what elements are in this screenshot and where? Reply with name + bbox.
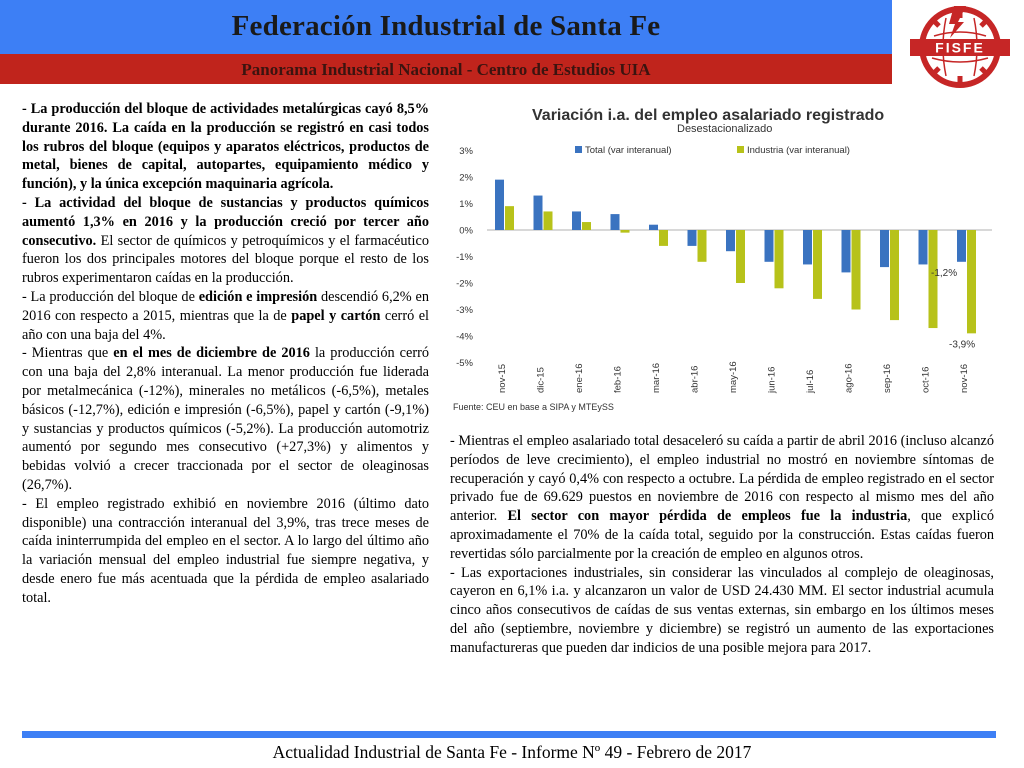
- bar: [736, 230, 745, 283]
- y-tick-label: 2%: [459, 172, 473, 184]
- x-tick-label: sep-16: [882, 363, 893, 393]
- bar: [890, 230, 899, 320]
- paragraph: - La producción del bloque de edición e impresión descendió 6,2% en 2016 con respecto a 2015, mientras que la de papel y cartón cerró el año con una baja del 4%.: [22, 288, 430, 343]
- x-tick-label: may-16: [728, 361, 739, 393]
- x-tick-label: feb-16: [612, 366, 624, 393]
- x-tick-label: jul-16: [805, 369, 816, 393]
- y-tick-label: -4%: [456, 331, 473, 343]
- x-tick-label: abr-16: [689, 365, 701, 393]
- x-tick-label: ago-16: [843, 363, 855, 393]
- x-tick-label: oct-16: [920, 366, 932, 393]
- y-tick-label: -1%: [456, 252, 473, 263]
- y-tick-label: 3%: [459, 146, 473, 157]
- bar: [495, 180, 504, 230]
- data-label: -3,9%: [949, 339, 976, 351]
- bar: [880, 230, 889, 267]
- bar: [929, 230, 938, 328]
- x-tick-label: jun-16: [766, 366, 778, 393]
- x-tick-label: nov-16: [959, 363, 970, 393]
- footer-text: Actualidad Industrial de Santa Fe - Informe Nº 49 - Febrero de 2017: [272, 742, 752, 762]
- chart-subtitle: Desestacionalizado: [677, 123, 773, 135]
- page-subtitle: Panorama Industrial Nacional - Centro de Estudios UIA: [241, 60, 651, 79]
- paragraph: - La producción del bloque de actividades metalúrgicas cayó 8,5% durante 2016. La caída en la producción se registró en casi todos los rubros del bloque (equipos y aparatos eléctricos, productos de metal, bienes de capital, autopartes, equipamiento médico y función), y la única excepción maquinaria agrícola.: [22, 101, 429, 193]
- bar: [919, 230, 928, 264]
- paragraph: - Las exportaciones industriales, sin considerar las vinculados al complejo de oleaginosas, cayeron en 6,1% i.a. y alcanzaron un valor de USD 24.430 MM. El sector industrial acumula cinco años consecutivos de caídas de sus ventas externas, sin embargo en los últimos meses del año (septiembre, noviembre y diciembre) se registró un aumento de las exportaciones manufactureras que pueden dar indicios de una posible mejora para 2017.: [450, 564, 994, 656]
- x-tick-label: nov-15: [497, 363, 508, 393]
- paragraph: - Mientras el empleo asalariado total desaceleró su caída a partir de abril 2016 (incluso alcanzó períodos de leve crecimiento), el empleo industrial no mostró en noviembre síntomas de recuperación y cayó 0,4% con respecto a octubre. La pérdida de empleo registrado en el sector privado fue de 69.629 puestos en noviembre de 2016 con respecto al mismo mes del año anterior. El sector con mayor pérdida de empleos fue la industria, que explicó aproximadamente el 70% de la caída total, seguido por la construcción. Estas caídas fueron revertidas sólo parcialmente por la creación de empleo en algunos otros.: [450, 433, 994, 562]
- chart-title: Variación i.a. del empleo asalariado registrado: [532, 107, 885, 124]
- bar: [775, 230, 784, 288]
- bar: [621, 230, 630, 233]
- bar: [688, 230, 697, 246]
- bar: [582, 222, 591, 230]
- data-label: -1,2%: [931, 267, 958, 279]
- page-title: Federación Industrial de Santa Fe: [231, 10, 661, 42]
- right-column-text: [450, 432, 994, 658]
- logo-lettering: FISFE: [935, 39, 985, 56]
- bar: [813, 230, 822, 299]
- legend-swatch: [737, 146, 744, 153]
- y-tick-label: -2%: [456, 278, 473, 290]
- bar: [726, 230, 735, 251]
- bar: [803, 230, 812, 264]
- bar: [611, 214, 620, 230]
- bar: [534, 196, 543, 230]
- y-tick-label: 0%: [459, 225, 473, 237]
- paragraph: - La actividad del bloque de sustancias y productos químicos aumentó 1,3% en 2016 y la producción creció por tercer año consecutivo. El sector de químicos y petroquímicos y el farmacéutico fueron los dos principales motores del bloque porque el resto de los rubros experimentaron caídas en la producción.: [22, 194, 429, 287]
- left-column-text: [22, 100, 429, 608]
- legend-label: Industria (var interanual): [747, 145, 850, 156]
- bar: [698, 230, 707, 262]
- bar: [852, 230, 861, 310]
- x-tick-label: dic-15: [535, 367, 547, 393]
- y-tick-label: -5%: [456, 358, 473, 369]
- bar: [649, 225, 658, 230]
- legend-swatch: [575, 146, 582, 153]
- footer-bar: [22, 731, 996, 738]
- x-tick-label: ene-16: [574, 363, 585, 393]
- bar: [544, 211, 553, 230]
- bar: [957, 230, 966, 262]
- y-tick-label: -3%: [456, 305, 473, 316]
- fisfe-logo: [900, 4, 1020, 90]
- bar: [842, 230, 851, 272]
- employment-chart: [447, 98, 994, 418]
- paragraph: - Mientras que en el mes de diciembre de 2016 la producción cerró con una baja del 2,8% interanual. La menor producción fue liderada por metalmecánica (-12%), minerales no metálicos (-6,5%), metales básicos (-12,7%), edición e impresión (-6,5%), papel y cartón (-9,1%) y sustancias y productos químicos (-5,2%). La producción automotriz aumentó por segundo mes consecutivo (+27,3%) y alimentos y bebidas volvió a crecer traccionada por el sector de oleaginosas (26,7%).: [22, 345, 429, 493]
- legend-label: Total (var interanual): [585, 145, 672, 156]
- bar: [967, 230, 976, 333]
- bar: [659, 230, 668, 246]
- bar: [765, 230, 774, 262]
- x-tick-label: mar-16: [651, 362, 662, 393]
- y-tick-label: 1%: [459, 199, 473, 210]
- paragraph: - El empleo registrado exhibió en noviembre 2016 (último dato disponible) una contracción interanual del 3,9%, tras trece meses de caída ininterrumpida del empleo en el sector. A lo largo del último año la variación mensual del empleo industrial fue siempre negativa, y desde enero fue más acentuada que la pérdida de empleo asalariado total.: [22, 495, 429, 606]
- bar: [505, 206, 514, 230]
- bar: [572, 211, 581, 230]
- chart-source: Fuente: CEU en base a SIPA y MTEySS: [453, 402, 614, 412]
